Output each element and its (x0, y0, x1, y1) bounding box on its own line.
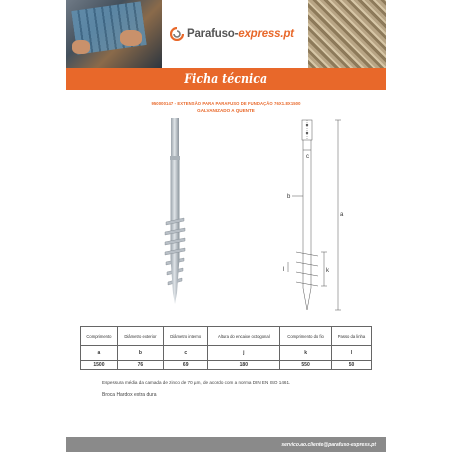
table-value-cell: 76 (117, 361, 163, 370)
tools-photo (66, 0, 162, 68)
table-symbol-cell: k (280, 346, 332, 361)
dim-label-a: a (340, 212, 344, 218)
brand-logo[interactable] (162, 0, 308, 68)
table-value-cell: 1500 (81, 361, 118, 370)
table-value-row (81, 361, 372, 370)
dim-label-b: b (287, 194, 291, 200)
zinc-note: Espessura média da camada de zinco de 70 µm, de acordo com a norma DIN EN ISO 1461. (102, 380, 291, 385)
hand-image (120, 30, 142, 46)
contact-email-link[interactable]: servico.ao.cliente@parafuso-express.pt (281, 441, 376, 448)
header-banner (66, 0, 386, 68)
logo-icon (170, 27, 184, 41)
dim-label-l: l (283, 267, 285, 273)
title-bar (66, 68, 386, 90)
hand-image (72, 40, 90, 54)
spec-sheet-page (66, 0, 386, 452)
dim-label-k: k (326, 268, 329, 274)
table-header-cell: Altura do encaixe octogonal (208, 327, 280, 346)
table-value-cell: 180 (208, 361, 280, 370)
table-symbol-cell: l (332, 346, 372, 361)
table-symbol-row (81, 346, 372, 361)
table-header-cell: Diâmetro interno (163, 327, 208, 346)
table-value-cell: 550 (280, 361, 332, 370)
technical-drawing (266, 118, 366, 318)
drill-note: Broca Hardox extra dura (102, 392, 157, 398)
table-symbol-cell: b (117, 346, 163, 361)
table-header-row (81, 327, 372, 346)
product-photo (162, 118, 188, 318)
table-header-cell: Comprimento (81, 327, 118, 346)
footer-bar (66, 437, 386, 452)
spec-table (80, 326, 372, 370)
product-code: 950000147 - EXTENSÃO PARA PARAFUSO DE FUNDAÇÃO 76X1.8X1500 (151, 101, 301, 106)
dim-label-c: c (306, 154, 309, 160)
table-symbol-cell: c (163, 346, 208, 361)
table-value-cell: 50 (332, 361, 372, 370)
screws-photo (308, 0, 386, 68)
table-symbol-cell: j (208, 346, 280, 361)
brand-name: Parafuso-express.pt (187, 28, 294, 40)
table-value-cell: 69 (163, 361, 208, 370)
table-symbol-cell: a (81, 346, 118, 361)
product-finish: GALVANIZADO A QUENTE (197, 108, 255, 113)
table-header-cell: Diâmetro exterior (117, 327, 163, 346)
table-header-cell: Comprimento do fio (280, 327, 332, 346)
page-title: Ficha técnica (184, 71, 268, 87)
table-header-cell: Passo da linha (332, 327, 372, 346)
